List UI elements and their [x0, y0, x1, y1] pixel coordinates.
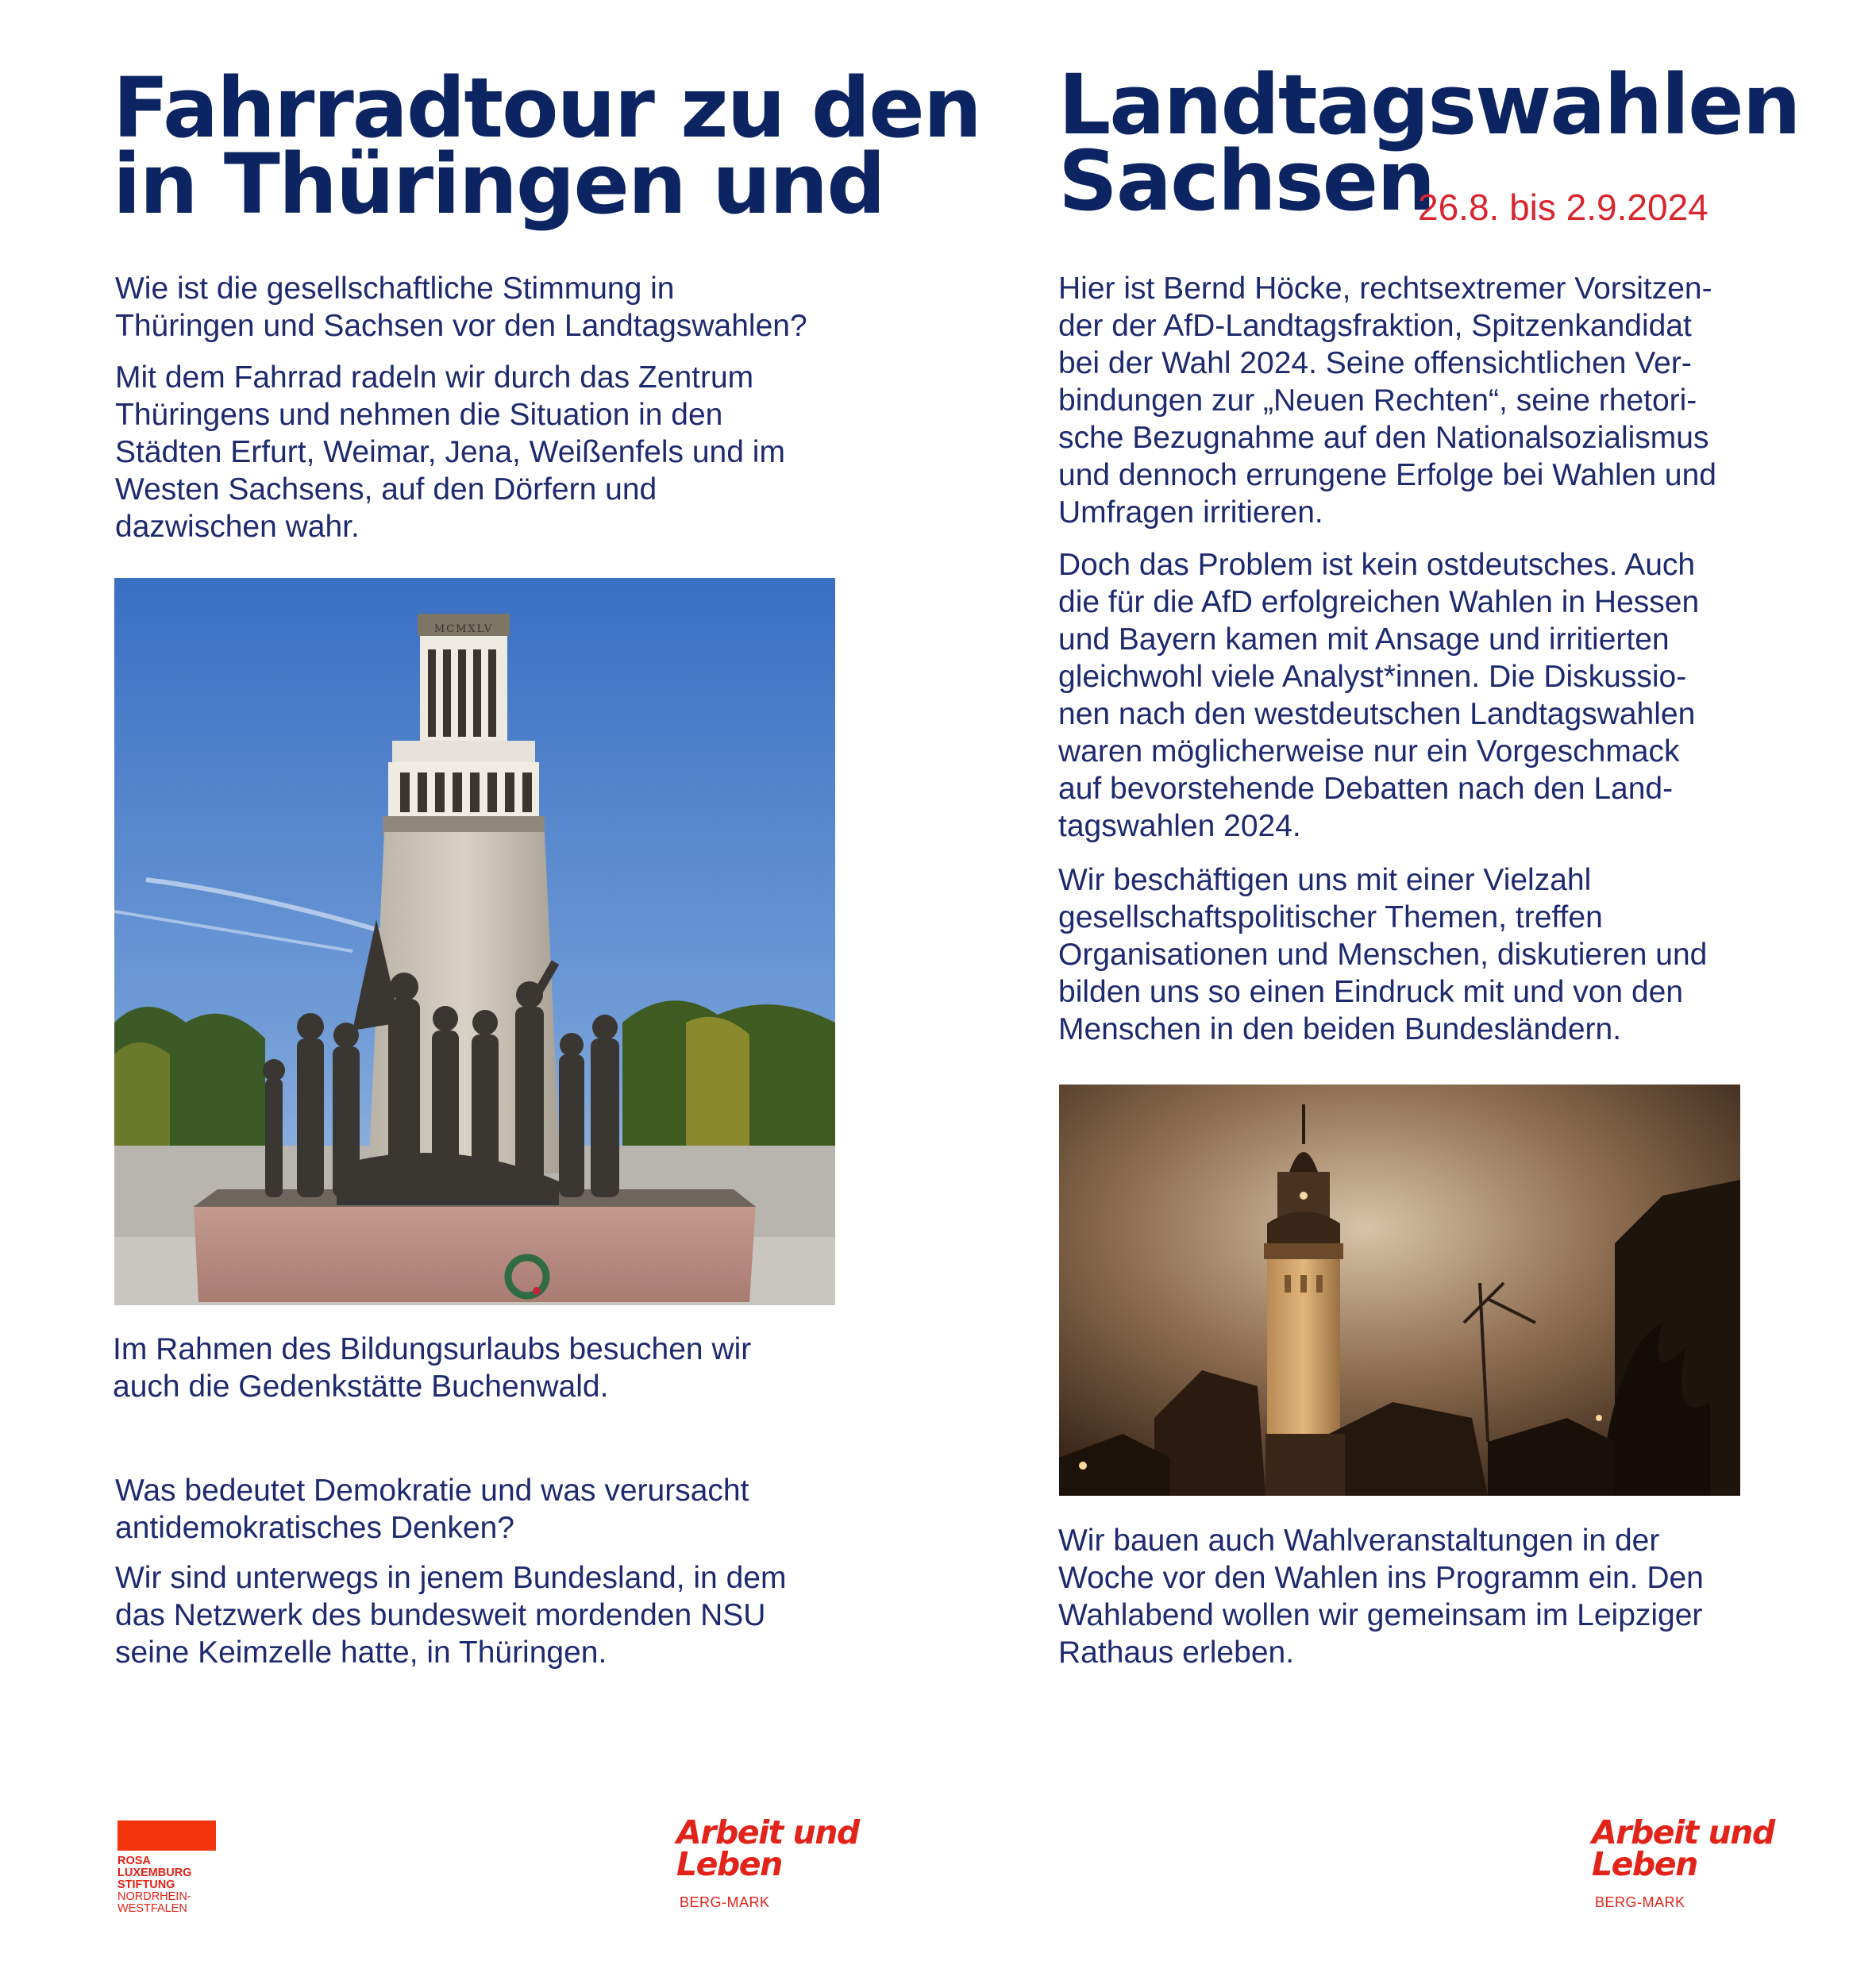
text-line: bindungen zur „Neuen Rechten“, seine rhetori- — [1058, 383, 1697, 418]
left-title — [113, 60, 980, 233]
right-election-paragraph — [1058, 1522, 1704, 1671]
leipzig-city-hall-photo — [1059, 1085, 1740, 1496]
text-line: und dennoch errungene Erfolge bei Wahlen und — [1058, 458, 1716, 492]
text-line: bei der Wahl 2024. Seine offensichtlichen Ver- — [1058, 346, 1692, 380]
text-line: Wir sind unterwegs in jenem Bundesland, in dem — [115, 1561, 787, 1595]
text-line: Mit dem Fahrrad radeln wir durch das Zentrum — [115, 360, 754, 395]
logo-line-2: Leben — [676, 1845, 782, 1883]
left-route-paragraph — [115, 359, 785, 545]
buchenwald-memorial-photo — [114, 578, 835, 1305]
right-title-line-2: Sachsen — [1058, 133, 1435, 229]
text-line: Doch das Problem ist kein ostdeutsches. Auch — [1058, 548, 1696, 582]
text-line: Wir bauen auch Wahlveranstaltungen in der — [1058, 1524, 1660, 1558]
text-line: Wir beschäftigen uns mit einer Vielzahl — [1058, 863, 1592, 897]
text-line: Organisationen und Menschen, diskutieren und — [1058, 938, 1708, 972]
text-line: die für die AfD erfolgreichen Wahlen in Hessen — [1058, 585, 1700, 619]
text-line: gleichwohl viele Analyst*innen. Die Diskussio- — [1058, 660, 1687, 694]
arbeit-und-leben-logo-left — [676, 1813, 859, 1911]
rls-logo-text — [117, 1855, 216, 1915]
rls-line: STIFTUNG — [117, 1878, 175, 1891]
rls-region-line: NORDRHEIN- — [117, 1890, 191, 1903]
rls-line: LUXEMBURG — [117, 1867, 192, 1879]
text-line: antidemokratisches Denken? — [115, 1511, 514, 1545]
right-topics-paragraph — [1058, 861, 1707, 1048]
logo-line-1: Arbeit und — [676, 1813, 859, 1851]
text-line: Westen Sachsens, auf den Dörfern und — [115, 472, 657, 507]
text-line: Thüringens und nehmen die Situation in den — [115, 398, 723, 432]
text-line: Thüringen und Sachsen vor den Landtagswahlen? — [115, 309, 807, 343]
text-line: bilden uns so einen Eindruck mit und von den — [1058, 975, 1684, 1009]
text-line: Woche vor den Wahlen ins Programm ein. Den — [1058, 1561, 1704, 1595]
left-intro-paragraph — [115, 270, 807, 345]
monument-inscription: MCMXLV — [433, 623, 494, 635]
left-photo-caption — [113, 1331, 751, 1405]
rls-region-line: WESTFALEN — [117, 1902, 187, 1915]
text-line: Rathaus erleben. — [1058, 1635, 1295, 1670]
text-line: gesellschaftspolitischer Themen, treffen — [1058, 900, 1603, 934]
left-title-line-2: in Thüringen und — [113, 136, 884, 233]
text-line: auch die Gedenkstätte Buchenwald. — [113, 1370, 609, 1404]
text-line: der der AfD-Landtagsfraktion, Spitzenkandidat — [1058, 309, 1692, 343]
right-hoecke-paragraph — [1058, 270, 1716, 531]
text-line: auf bevorstehende Debatten nach den Land- — [1058, 772, 1674, 806]
text-line: tagswahlen 2024. — [1058, 809, 1301, 843]
text-line: Städten Erfurt, Weimar, Jena, Weißenfels und im — [115, 435, 785, 469]
text-line: Hier ist Bernd Höcke, rechtsextremer Vorsitzen- — [1058, 272, 1712, 306]
text-line: das Netzwerk des bundesweit mordenden NSU — [115, 1598, 766, 1632]
text-line: und Bayern kamen mit Ansage und irritierten — [1058, 622, 1670, 657]
event-date: 26.8. bis 2.9.2024 — [1418, 187, 1708, 228]
text-line: nen nach den westdeutschen Landtagswahlen — [1058, 697, 1696, 731]
text-line: seine Keimzelle hatte, in Thüringen. — [115, 1635, 607, 1670]
text-line: Wie ist die gesellschaftliche Stimmung in — [115, 272, 675, 306]
right-problem-paragraph — [1058, 546, 1699, 845]
rosa-luxemburg-stiftung-logo — [117, 1820, 216, 1915]
right-title-line-1: Landtagswahlen — [1058, 56, 1800, 153]
rls-logo-box — [117, 1820, 216, 1851]
left-title-line-1: Fahrradtour zu den — [113, 60, 980, 156]
arbeit-und-leben-logo-right — [1592, 1813, 1774, 1911]
logo-region: BERG-MARK — [680, 1894, 770, 1910]
logo-line-2: Leben — [1592, 1845, 1697, 1883]
text-line: Wahlabend wollen wir gemeinsam im Leipziger — [1058, 1598, 1703, 1632]
logo-region: BERG-MARK — [1595, 1894, 1685, 1910]
text-line: sche Bezugnahme auf den Nationalsozialismus — [1058, 421, 1709, 455]
text-line: Was bedeutet Demokratie und was verursacht — [115, 1474, 749, 1508]
text-line: Menschen in den beiden Bundesländern. — [1058, 1012, 1622, 1046]
left-nsu-paragraph — [115, 1559, 786, 1671]
logo-line-1: Arbeit und — [1592, 1813, 1774, 1851]
rls-line: ROSA — [117, 1855, 151, 1867]
text-line: Im Rahmen des Bildungsurlaubs besuchen wir — [113, 1332, 752, 1366]
text-line: waren möglicherweise nur ein Vorgeschmack — [1058, 734, 1680, 769]
left-question-paragraph — [115, 1472, 749, 1547]
text-line: Umfragen irritieren. — [1058, 495, 1323, 530]
text-line: dazwischen wahr. — [115, 510, 360, 544]
